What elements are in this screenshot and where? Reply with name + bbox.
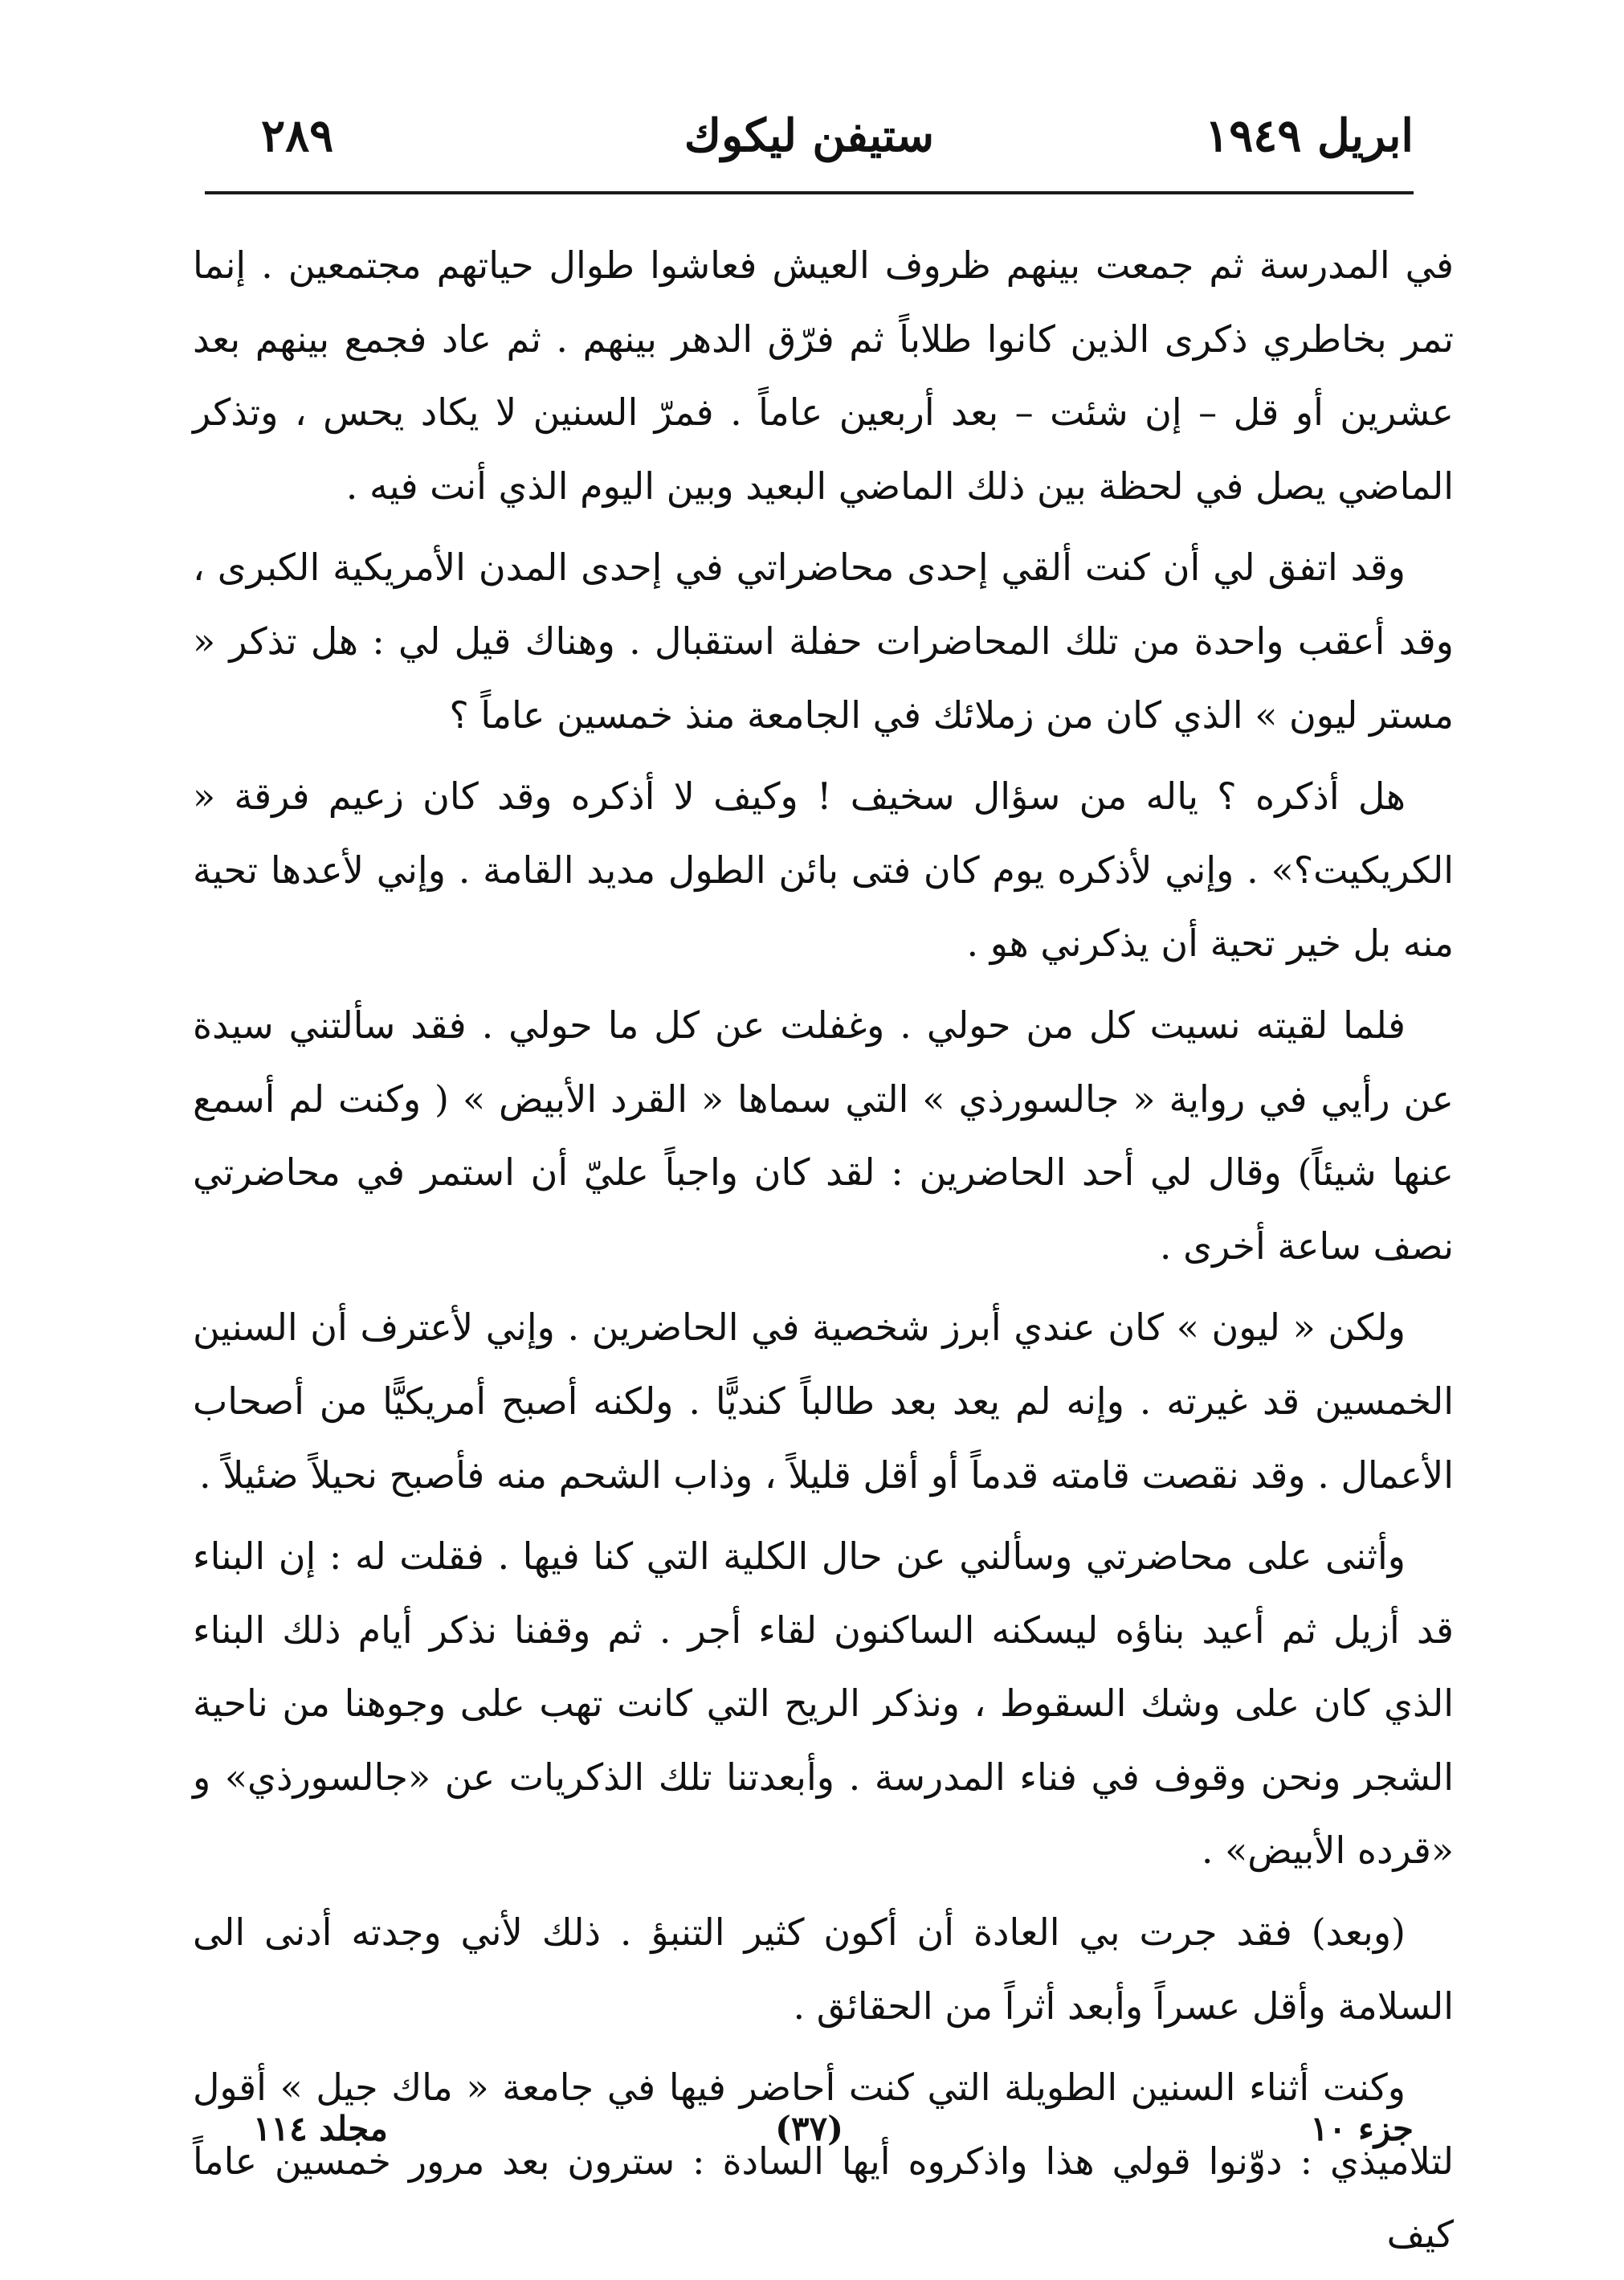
paragraph-6: وأثنى على محاضرتي وسألني عن حال الكلية التي كنا فيها . فقلت له : إن البناء قد أزيل ثم أعيد بناؤه ليسكنه الساكنون لقاء أجر . ثم وقفنا نذكر أيام ذلك البناء الذي كان على وشك السقوط ، ونذكر الريح التي كانت تهب على وجوهنا من ناحية الشجر ونحن وقوف في فناء المدرسة . وأبعدتنا تلك الذكريات عن «جالسورذي» و «قرده الأبيض» . [193, 1534, 1454, 1873]
issue-date: ابريل ١٩٤٩ [1205, 109, 1414, 162]
article-title: ستيفن ليكوك [683, 109, 935, 162]
footer-part: جزء ١٠ [1310, 2109, 1414, 2148]
header-rule [205, 191, 1414, 194]
page-footer [205, 2105, 1414, 2161]
paragraph-3: هل أذكره ؟ ياله من سؤال سخيف ! وكيف لا أذكره وقد كان زعيم فرقة « الكريكيت؟» . وإني لأذكره يوم كان فتى بائن الطول مديد القامة . وإني لأعدها تحية منه بل خير تحية أن يذكرني هو . [193, 774, 1454, 966]
footer-volume: مجلد ١١٤ [253, 2109, 388, 2148]
footer-sequence: (٣٧) [775, 2109, 843, 2148]
paragraph-5: ولكن « ليون » كان عندي أبرز شخصية في الحاضرين . وإني لأعترف أن السنين الخمسين قد غيرته . وإنه لم يعد بعد طالباً كنديًّا . ولكنه أصبح أمريكيًّا من أصحاب الأعمال . وقد نقصت قامته قدماً أو أقل قليلاً ، وذاب الشحم منه فأصبح نحيلاً ضئيلاً . [193, 1305, 1454, 1497]
page-number: ٢٨٩ [261, 109, 334, 162]
paragraph-8: وكنت أثناء السنين الطويلة التي كنت أحاضر فيها في جامعة « ماك جيل » أقول لتلاميذي : دوّنوا قولي هذا واذكروه أيها السادة : سترون بعد مرور خمسين عاماً كيف [193, 2065, 1454, 2257]
running-header [205, 96, 1414, 185]
paragraph-1: في المدرسة ثم جمعت بينهم ظروف العيش فعاشوا طوال حياتهم مجتمعين . إنما تمر بخاطري ذكرى الذين كانوا طلاباً ثم فرّق الدهر بينهم . ثم عاد فجمع بينهم بعد عشرين أو قل – إن شئت – بعد أربعين عاماً . فمرّ السنين لا يكاد يحس ، وتذكر الماضي يصل في لحظة بين ذلك الماضي البعيد وبين اليوم الذي أنت فيه . [193, 243, 1454, 508]
paragraph-4: فلما لقيته نسيت كل من حولي . وغفلت عن كل ما حولي . فقد سألتني سيدة عن رأيي في رواية « جالسورذي » التي سماها « القرد الأبيض » ( وكنت لم أسمع عنها شيئاً) وقال لي أحد الحاضرين : لقد كان واجباً عليّ أن استمر في محاضرتي نصف ساعة أخرى . [193, 1003, 1454, 1268]
article-body [193, 229, 1454, 2280]
paragraph-2: وقد اتفق لي أن كنت ألقي إحدى محاضراتي في إحدى المدن الأمريكية الكبرى ، وقد أعقب واحدة من تلك المحاضرات حفلة استقبال . وهناك قيل لي : هل تذكر « مستر ليون » الذي كان من زملائك في الجامعة منذ خمسين عاماً ؟ [193, 545, 1454, 737]
paragraph-7: (وبعد) فقد جرت بي العادة أن أكون كثير التنبؤ . ذلك لأني وجدته أدنى الى السلامة وأقل عسراً وأبعد أثراً من الحقائق . [193, 1910, 1454, 2028]
